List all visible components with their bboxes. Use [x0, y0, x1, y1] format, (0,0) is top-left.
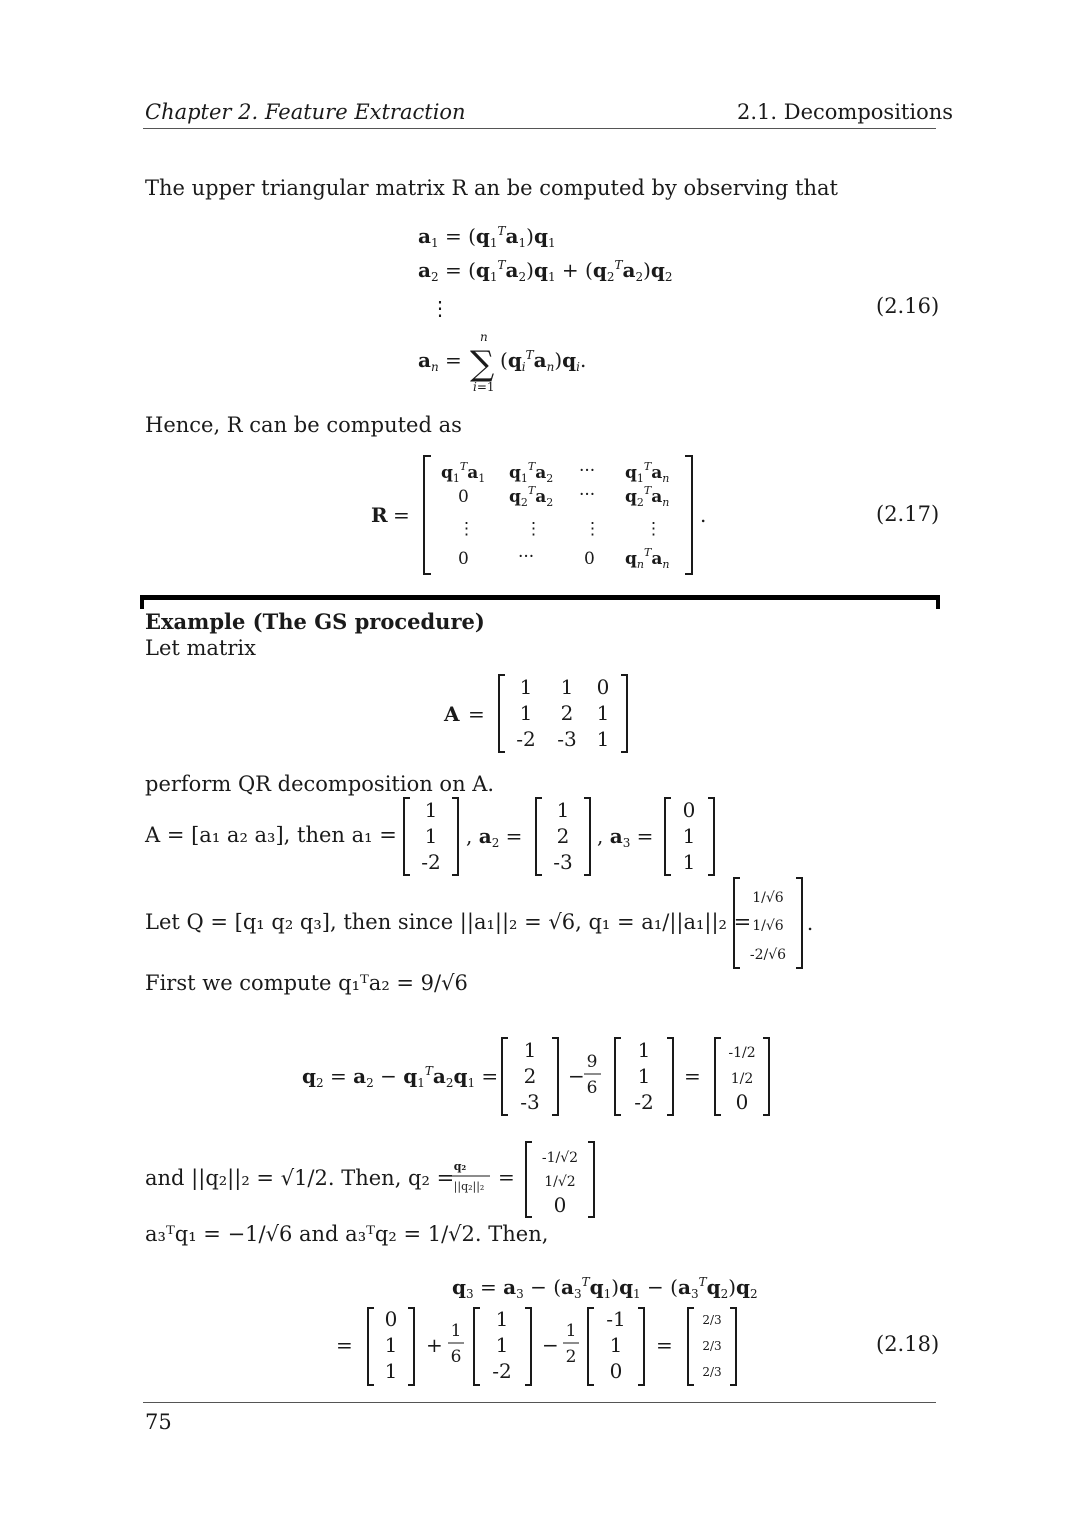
example-box-top-rule	[140, 595, 940, 600]
header-rule	[143, 128, 936, 129]
q3-term-cell: 1	[384, 1333, 398, 1357]
svg-text:=: =	[498, 1165, 515, 1189]
matrix-A-cell: 1	[560, 675, 574, 699]
perform-qr-text: perform QR decomposition on A.	[145, 772, 495, 796]
svg-text:1: 1	[450, 1321, 462, 1341]
q-definition-text: Let Q = [q₁ q₂ q₃], then since ||a₁||₂ = √6, q₁ = a₁/||a₁||₂ =	[145, 910, 752, 934]
vector-a2-cell: 1	[523, 1038, 537, 1062]
svg-text:+: +	[426, 1333, 443, 1357]
matrix-A-cell: 1	[596, 701, 610, 725]
vector-a2-cell: 2	[523, 1064, 537, 1088]
svg-text:q1Ta1: $q_1^Ta_1$	[441, 460, 486, 485]
vector-a2-cell: 2	[556, 824, 570, 848]
vector-a2-cell: -3	[520, 1090, 540, 1114]
vector-a1-cell: 1	[424, 798, 438, 822]
matrix-A-cell: -3	[557, 727, 577, 751]
svg-text:R: R	[371, 503, 388, 527]
vector-q2-unnorm-cell: -1/2	[728, 1045, 756, 1061]
q3-term-cell: 1	[609, 1333, 623, 1357]
svg-text:n: n	[480, 330, 488, 344]
page-number: 75	[145, 1410, 172, 1434]
q3-result-cell: 2/3	[702, 1339, 722, 1353]
matrix-A-cell: 1	[519, 701, 533, 725]
svg-text:q2Tan: $q_2^Ta_n$	[625, 484, 670, 509]
q3-term-cell: 1	[495, 1307, 509, 1331]
svg-text:⋮: ⋮	[645, 519, 662, 539]
svg-text:(qiTan)qi.: $(q_i^Ta_n)q_i$.	[500, 348, 587, 374]
svg-text:.: .	[700, 503, 707, 527]
vector-a2-cell: -3	[553, 850, 573, 874]
svg-text:···: ···	[579, 485, 596, 505]
svg-text:a2 = (q1Ta2)q1 + (q2Ta2)q2: $a_2 = (q_1^Ta_2)q_1 + (q_2^Ta_2)q_2$	[418, 258, 673, 284]
q2-norm-text: and ||q₂||₂ = √1/2. Then, q₂ =	[145, 1166, 455, 1190]
vector-a3-cell: 1	[682, 850, 696, 874]
q3-term-cell: 0	[609, 1359, 623, 1383]
let-matrix-text: Let matrix	[145, 636, 256, 660]
matrix-A-cell: 1	[596, 727, 610, 751]
example-box-right-tick	[936, 595, 940, 609]
vector-q1-cell: -2/√6	[749, 947, 787, 963]
svg-text:=: =	[393, 503, 410, 527]
svg-text:qnTan: $q_n^Ta_n$	[625, 546, 670, 571]
svg-text:6: 6	[586, 1078, 598, 1098]
svg-text:, a2 =: , $a_2$ =	[466, 824, 523, 850]
matrix-A	[440, 672, 640, 756]
svg-text:−: −	[542, 1333, 559, 1357]
svg-text:⋮: ⋮	[525, 519, 542, 539]
equation-2-16	[400, 215, 673, 400]
matrix-A-cell: 1	[519, 675, 533, 699]
paragraph-intro: The upper triangular matrix R an be computed by observing that	[145, 176, 838, 200]
svg-text:0: 0	[458, 487, 469, 507]
equation-2-18	[330, 1268, 758, 1390]
svg-text:···: ···	[579, 461, 596, 481]
equation-q2-unnormalized	[300, 1035, 790, 1121]
vector-q2-unnorm-cell: 0	[735, 1090, 749, 1114]
equation-q2-normalized	[448, 1140, 608, 1220]
footer-rule	[143, 1402, 936, 1403]
vector-q2-cell: 1/√2	[544, 1174, 576, 1190]
svg-text:1: 1	[565, 1321, 577, 1341]
vector-q1-cell: 1/√6	[752, 890, 784, 906]
equation-number-2-18: (2.18)	[876, 1332, 940, 1356]
svg-text:⋮: ⋮	[584, 519, 601, 539]
a3-projections-text: a₃ᵀq₁ = −1/√6 and a₃ᵀq₂ = 1/√2. Then,	[145, 1222, 549, 1246]
running-header-chapter: Chapter 2. Feature Extraction	[145, 100, 466, 124]
equation-number-2-17: (2.17)	[876, 502, 940, 526]
matrix-A-cell: 0	[596, 675, 610, 699]
q3-term-cell: 1	[384, 1359, 398, 1383]
q3-term-cell: -1	[606, 1307, 626, 1331]
svg-text:a1 = (q1Ta1)q1: $a_1 = (q_1^Ta_1)q_1$	[418, 224, 556, 250]
vector-a3-cell: 1	[682, 824, 696, 848]
columns-definition-text: A = [a₁ a₂ a₃], then a₁ =	[145, 823, 397, 847]
svg-text:=: =	[656, 1333, 673, 1357]
svg-text:q₂: q₂	[453, 1160, 467, 1173]
running-header-section: 2.1. Decompositions	[737, 100, 954, 124]
svg-text:=: =	[468, 702, 485, 726]
svg-text:q2Ta2: $q_2^Ta_2$	[509, 484, 554, 509]
q3-result-cell: 2/3	[702, 1313, 722, 1327]
vector-a1-cell: 1	[637, 1038, 651, 1062]
vector-a3-cell: 0	[682, 798, 696, 822]
svg-text:q3 = a3 − (a3Tq1)q1 − (a3Tq2)q: $q_3 = a_3 - (a_3^Tq_1)q_1 - (a_3^Tq_2)q_2$	[452, 1275, 758, 1301]
svg-text:⋮: ⋮	[458, 519, 475, 539]
svg-text:0: 0	[584, 549, 595, 569]
vector-a1-cell: 1	[637, 1064, 651, 1088]
equation-2-17	[365, 450, 725, 580]
vector-q2-cell: -1/√2	[541, 1150, 579, 1166]
svg-text:an =: $a_n$ =	[418, 348, 462, 374]
equation-number-2-16: (2.16)	[876, 294, 940, 318]
q3-result-cell: 2/3	[702, 1365, 722, 1379]
paragraph-hence: Hence, R can be computed as	[145, 413, 462, 437]
svg-text:=: =	[336, 1333, 353, 1357]
svg-text:=: =	[684, 1064, 701, 1088]
svg-text:6: 6	[450, 1347, 462, 1367]
vector-a1-cell: 1	[424, 824, 438, 848]
q3-term-cell: -2	[492, 1359, 512, 1383]
matrix-A-cell: -2	[516, 727, 536, 751]
svg-text:2: 2	[565, 1347, 577, 1367]
svg-text:⋮: ⋮	[430, 296, 450, 320]
column-vectors	[400, 795, 720, 879]
vector-a1-cell: -2	[421, 850, 441, 874]
first-compute-text: First we compute q₁ᵀa₂ = 9/√6	[145, 971, 468, 995]
vector-q1-cell: 1/√6	[752, 918, 784, 934]
svg-text:···: ···	[518, 547, 535, 567]
svg-text:∑: ∑	[470, 344, 495, 384]
matrix-A-cell: 2	[560, 701, 574, 725]
svg-text:, a3 =: , $a_3$ =	[597, 824, 654, 850]
svg-text:−: −	[568, 1064, 585, 1088]
vector-a1-cell: -2	[634, 1090, 654, 1114]
svg-text:i=1: i=1	[473, 380, 495, 394]
svg-text:q2 = a2 − q1Ta2q1 =: $q_2 = a_2 - q_1^Ta_2q_1$ =	[302, 1064, 499, 1090]
example-box-left-tick	[140, 595, 144, 609]
vector-q2-unnorm-cell: 1/2	[730, 1071, 754, 1087]
svg-text:.: .	[806, 911, 814, 935]
vector-a2-cell: 1	[556, 798, 570, 822]
example-title: Example (The GS procedure)	[145, 609, 485, 634]
q3-term-cell: 1	[495, 1333, 509, 1357]
svg-text:9: 9	[586, 1052, 598, 1072]
vector-q2-cell: 0	[553, 1193, 567, 1217]
svg-text:q1Tan: $q_1^Ta_n$	[625, 460, 670, 485]
q3-term-cell: 0	[384, 1307, 398, 1331]
svg-text:A: A	[444, 702, 460, 726]
vector-q1	[728, 875, 828, 971]
svg-text:||q₂||₂: ||q₂||₂	[453, 1180, 485, 1193]
svg-text:0: 0	[458, 549, 469, 569]
svg-text:q1Ta2: $q_1^Ta_2$	[509, 460, 554, 485]
